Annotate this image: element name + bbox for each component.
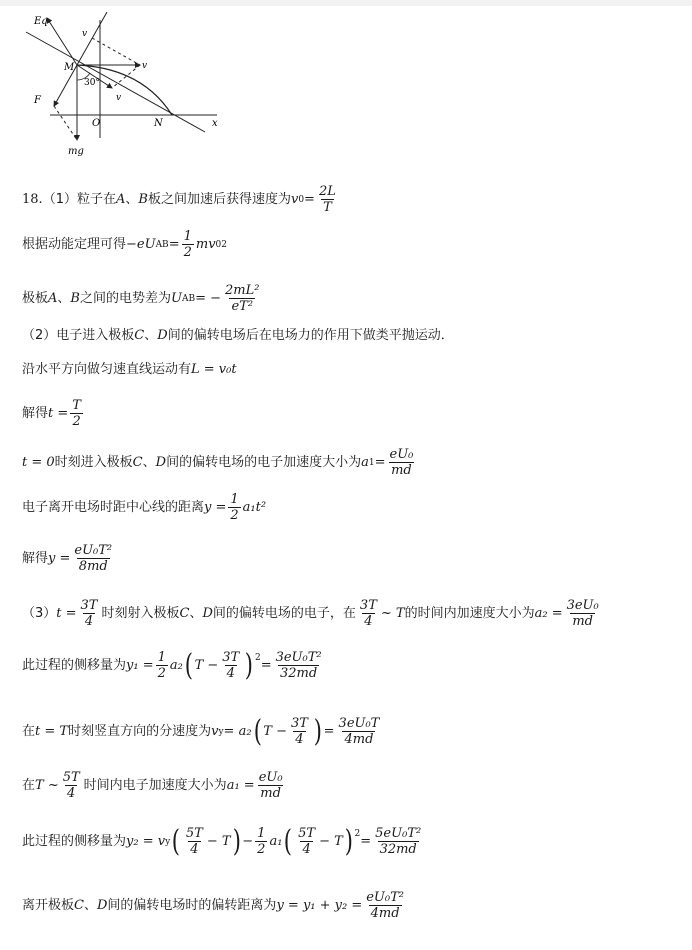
trajectory-curve [77, 65, 172, 115]
fraction: $\frac{1}{2}$ [257, 826, 266, 857]
dashed-v1 [92, 38, 140, 65]
fraction: $\frac{\text{eU₀}}{md}$ [389, 447, 414, 478]
solution-line-8: 电子离开电场时距中心线的距离 y = $\frac{1}{2}$ a₁t² [22, 492, 267, 523]
solution-line-6: 解得 t = $\frac{T}{2}$ [22, 398, 81, 429]
eq-line [47, 18, 77, 65]
fraction: $\frac{\text{eU₀}}{md}$ [258, 770, 283, 801]
fraction: $\frac{T}{2}$ [72, 398, 81, 429]
fraction: $\frac{\text{3eU₀}}{md}$ [566, 598, 599, 629]
label-x: x [212, 118, 218, 129]
dashed-f [54, 106, 77, 140]
solution-line-1: 18. （1）粒子在 A 、 B 板之间加速后获得速度为 v 0 = $\frac{2L}{T}$ [22, 184, 336, 215]
fraction: $\frac{\text{eU₀T²}}{4md}$ [366, 890, 404, 921]
fraction: $\frac{1}{2}$ [157, 650, 166, 681]
fraction: $\frac{1}{2}$ [183, 229, 192, 260]
fraction: $\frac{5T}{4}$ [62, 770, 80, 801]
fraction: $\frac{\text{3eU₀T}}{4md}$ [338, 716, 380, 747]
solution-line-3: 极板 A 、 B 之间的电势差为 U AB = − $\frac{\text{2mL²}}{\text{eT²}}$ [22, 283, 260, 314]
label-eq: Eq [34, 16, 48, 27]
fraction: $\frac{3T}{4}$ [80, 598, 98, 629]
solution-line-2: 根据动能定理可得 −eU AB = $\frac{1}{2}$ mv 0 2 [22, 229, 228, 260]
fraction: $\frac{\text{2mL²}}{\text{eT²}}$ [225, 283, 260, 314]
label-v0: v [142, 61, 148, 71]
solution-line-9: 解得 y = $\frac{\text{eU₀T²}}{8md}$ [22, 543, 113, 574]
path-line [26, 32, 205, 132]
label-angle: 30° [84, 78, 100, 88]
fraction: $\frac{\text{eU₀T²}}{8md}$ [74, 543, 113, 574]
solution-line-7: t = 0 时刻进入极板 C 、 D 间的偏转电场的电子加速度大小为 a 1 = $\frac{\text{eU₀}}{md}$ [22, 447, 414, 478]
fraction: $\frac{1}{2}$ [230, 492, 239, 523]
fraction: $\frac{5T}{4}$ [298, 826, 316, 857]
label-f: F [34, 95, 41, 106]
solution-line-10: （3） t = $\frac{3T}{4}$ 时刻射入极板 C 、 D 间的偏转电场的电子，在 $\frac{3T}{4}$ ~ T 的时间内加速度大小为 a₂ = $\frac{\text{3eU₀}}{md}$ [22, 598, 599, 629]
top-bar [0, 0, 692, 6]
solution-line-13: 在 T ~ $\frac{5T}{4}$ 时间内电子加速度大小为 a₁ = $\frac{\text{eU₀}}{md}$ [22, 770, 283, 801]
label-mg: mg [68, 146, 84, 157]
dashed-diag [112, 65, 140, 88]
fraction: $\frac{2L}{T}$ [318, 184, 336, 215]
solution-line-14: 此过程的侧移量为 y₂ = v y ( $\frac{5T}{4}$ − T ) − $\frac{1}{2}$ a₁ ( $\frac{5T}{4}$ − T ) $^2$ = $\frac{\text{5eU₀T²}}{32md}$ [22, 823, 422, 859]
label-o: O [92, 118, 101, 129]
force-diagram [22, 8, 227, 158]
label-v2: v [116, 93, 122, 103]
solution-line-5: 沿水平方向做匀速直线运动有 L = v₀t [22, 362, 237, 377]
solution-line-15: 离开极板 C 、 D 间的偏转电场时的偏转距离为 y = y₁ + y₂ = $\frac{\text{eU₀T²}}{4md}$ [22, 890, 404, 921]
fraction: $\frac{5T}{4}$ [185, 826, 203, 857]
solution-line-12: 在 t = T 时刻竖直方向的分速度为 v y = a₂ ( T − $\frac{3T}{4}$ ) = $\frac{\text{3eU₀T}}{4md}$ [22, 713, 380, 749]
label-m: M [64, 62, 75, 73]
fraction: $\frac{3T}{4}$ [290, 716, 308, 747]
label-v1: v [82, 29, 88, 39]
label-n: N [154, 118, 163, 129]
fraction: $\frac{\text{5eU₀T²}}{32md}$ [375, 826, 422, 857]
fraction: $\frac{3T}{4}$ [359, 598, 377, 629]
fraction: $\frac{\text{3eU₀T²}}{32md}$ [275, 650, 322, 681]
solution-line-11: 此过程的侧移量为 y₁ = $\frac{1}{2}$ a₂ ( T − $\frac{3T}{4}$ ) $^2$ = $\frac{\text{3eU₀T²}}{32md}$ [22, 647, 322, 683]
fraction: $\frac{3T}{4}$ [222, 650, 240, 681]
solution-line-4: （2）电子进入极板 C 、 D 间的偏转电场后在电场力的作用下做类平抛运动． [22, 328, 454, 343]
